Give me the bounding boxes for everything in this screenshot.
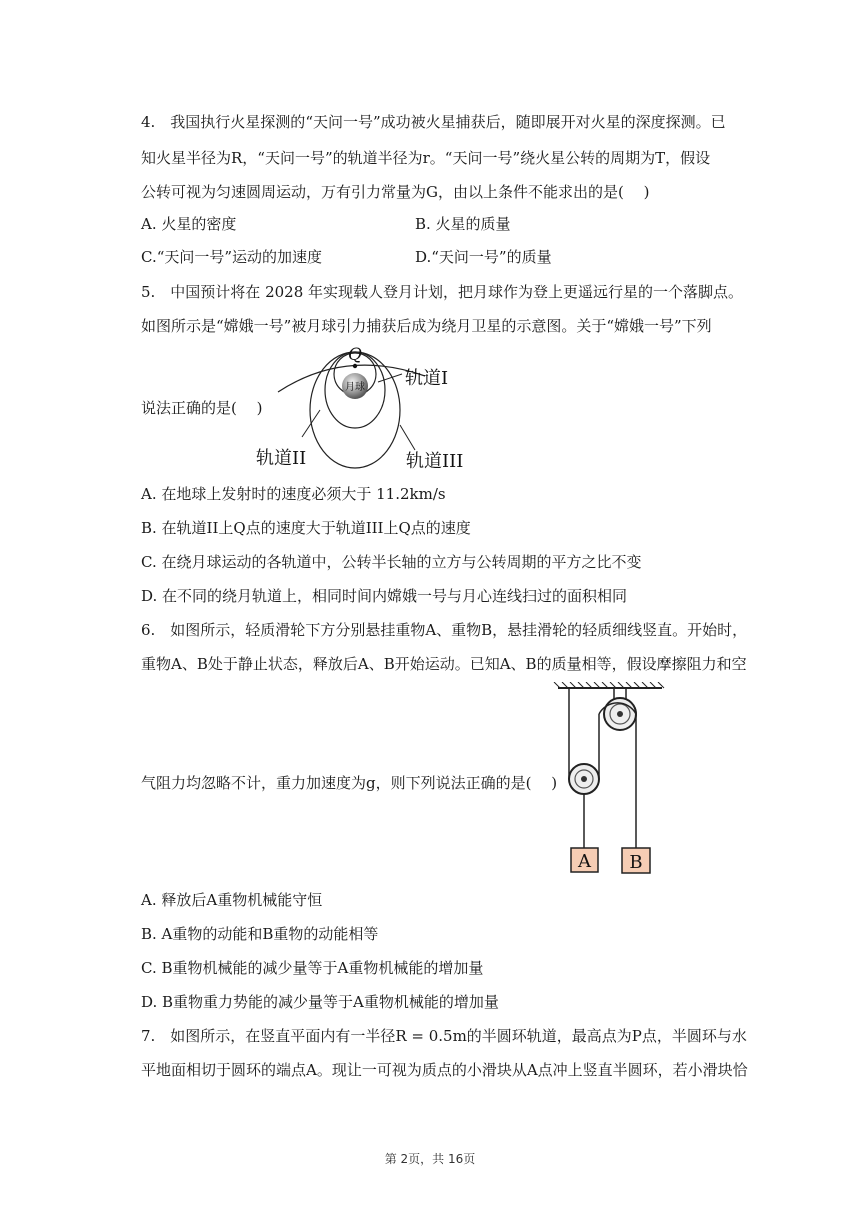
pulley-diagram [550,682,670,878]
q4-option-c: C.“天问一号”运动的加速度 [141,248,323,266]
q5-option-c: C. 在绕月球运动的各轨道中，公转半长轴的立方与公转周期的平方之比不变 [141,553,642,571]
moon-label: 月球 [345,382,365,393]
orbit-1-leader [378,374,402,382]
orbit-diagram [250,340,480,475]
orbit-3 [310,352,400,468]
q6-option-a: A. 释放后A重物机械能守恒 [141,891,323,909]
q4-option-a: A. 火星的密度 [141,215,237,233]
q6-stem-line-1: 6. 如图所示，轻质滑轮下方分别悬挂重物A、重物B，悬挂滑轮的轻质细线竖直。开始时， [141,621,748,639]
q6-option-c: C. B重物机械能的减少量等于A重物机械能的增加量 [141,959,484,977]
q5-stem-line-2: 如图所示是“嫦娥一号”被月球引力捕获后成为绕月卫星的示意图。关于“嫦娥一号”下列 [141,317,712,335]
block-b-label: B [629,852,643,873]
q5-stem-line-1: 5. 中国预计将在 2028 年实现载人登月计划，把月球作为登上更遥远行星的一个落脚点。 [141,283,744,301]
q5-stem-line-3: 说法正确的是( ) [141,399,263,417]
point-q-label: Q [348,345,362,365]
q5-option-d: D. 在不同的绕月轨道上，相同时间内嫦娥一号与月心连线扫过的面积相同 [141,587,628,605]
orbit-3-label: 轨道III [406,451,464,472]
q4-stem-line-3: 公转可视为匀速圆周运动，万有引力常量为G，由以上条件不能求出的是( ) [141,183,650,201]
orbit-1-label: 轨道I [405,368,449,389]
q6-option-b: B. A重物的动能和B重物的动能相等 [141,925,379,943]
orbit-2-label: 轨道II [256,448,307,469]
block-a-label: A [578,851,591,872]
q4-stem-line-1: 4. 我国执行火星探测的“天问一号”成功被火星捕获后，随即展开对火星的深度探测。已 [141,113,726,131]
q7-stem-line-1: 7. 如图所示，在竖直平面内有一半径R = 0.5m的半圆环轨道，最高点为P点，半圆环与水 [141,1027,747,1045]
orbit-2-leader [302,410,320,437]
q4-stem-line-2: 知火星半径为R，“天问一号”的轨道半径为r。“天问一号”绕火星公转的周期为T，假设 [141,149,711,167]
orbit-3-leader [400,425,415,450]
q4-option-b: B. 火星的质量 [415,215,511,233]
q6-option-d: D. B重物重力势能的减少量等于A重物机械能的增加量 [141,993,499,1011]
q7-stem-line-2: 平地面相切于圆环的端点A。现让一可视为质点的小滑块从A点冲上竖直半圆环，若小滑块恰 [141,1061,748,1079]
q5-option-a: A. 在地球上发射时的速度必须大于 11.2km/s [141,485,446,503]
q6-stem-line-3: 气阻力均忽略不计，重力加速度为g，则下列说法正确的是( ) [141,774,558,792]
q5-option-b: B. 在轨道II上Q点的速度大于轨道III上Q点的速度 [141,519,471,537]
q4-option-d: D.“天问一号”的质量 [415,248,552,266]
q6-stem-line-2: 重物A、B处于静止状态，释放后A、B开始运动。已知A、B的质量相等，假设摩擦阻力和空 [141,655,747,673]
page-footer: 第 2页，共 16页 [384,1152,476,1166]
